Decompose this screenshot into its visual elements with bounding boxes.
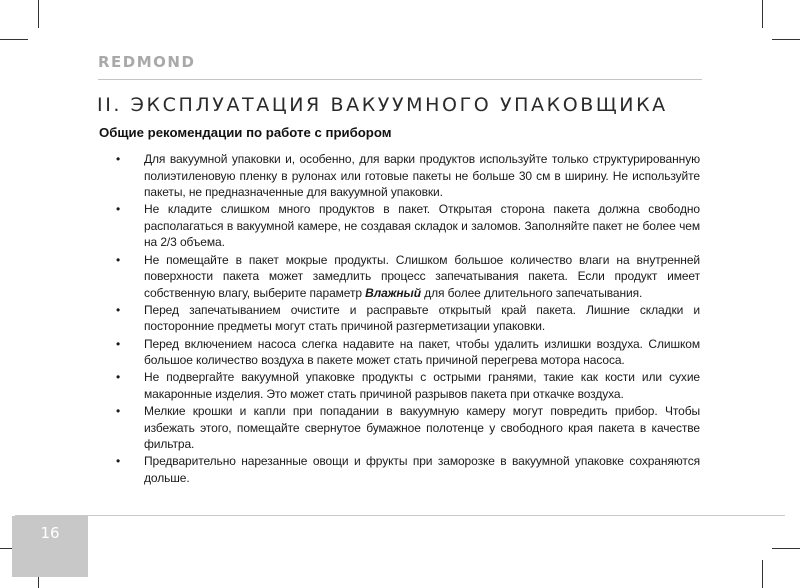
bullet-icon: • <box>116 252 121 267</box>
list-item <box>116 403 700 453</box>
page-number: 16 <box>40 524 60 542</box>
list-item-text: Мелкие крошки и капли при попадании в вакуумную камеру могут повредить прибор. Чтобы избежать этого, помещайте свернутое бумажное полотенце у свободного края пакета в качестве фильтра. <box>144 403 700 452</box>
list-item-text: Не подвергайте вакуумной упаковке продукты с острыми гранями, такие как кости или сухие макаронные изделия. Это может стать причиной разрывов пакета при откачке воздуха. <box>144 370 700 401</box>
list-item-text: Не кладите слишком много продуктов в пакет. Открытая сторона пакета должна свободно располагаться в вакуумной камере, не создавая складок и заломов. Заполняйте пакет не более чем на 2/3 объема. <box>144 202 700 250</box>
bullet-icon: • <box>116 370 121 385</box>
list-item <box>116 252 700 302</box>
footer-divider <box>15 515 785 516</box>
bullet-icon: • <box>116 403 121 418</box>
list-item-text-after: для более длительного запечатывания. <box>420 285 643 300</box>
brand-logo: REDMOND <box>98 53 196 71</box>
bullet-icon: • <box>116 336 121 351</box>
recommendations-list <box>116 151 700 487</box>
bullet-icon: • <box>116 302 121 317</box>
list-item-text: Перед включением насоса слегка надавите на пакет, чтобы удалить излишки воздуха. Слишком большое количество воздуха в пакете может стать причиной перегрева мотора насоса. <box>144 336 700 368</box>
list-item-text: Перед запечатыванием очистите и расправьте открытый край пакета. Лишние складки и посторонние предметы могут стать причиной разгерметизации упаковки. <box>144 302 700 334</box>
list-item <box>116 201 700 251</box>
list-item <box>116 453 700 486</box>
crop-mark-top-left <box>38 0 39 28</box>
list-item <box>116 302 700 335</box>
subheading: Общие рекомендации по работе с прибором <box>99 125 392 140</box>
list-item <box>116 151 700 201</box>
list-item-text: Предварительно нарезанные овощи и фрукты при заморозке в вакуумной упаковке сохраняются дольше. <box>144 454 700 485</box>
crop-mark-bottom-right-h <box>772 548 800 549</box>
section-title: II. ЭКСПЛУАТАЦИЯ ВАКУУМНОГО УПАКОВЩИКА <box>97 94 668 116</box>
list-item <box>116 336 700 369</box>
list-item <box>116 369 700 402</box>
bullet-icon: • <box>116 454 121 469</box>
list-item-text: Для вакуумной упаковки и, особенно, для варки продуктов используйте только структурированную полиэтиленовую пленку в рулонах или готовые пакеты не больше 30 см в ширину. Не используйте пакеты, не предназначенные для вакуумной упаковки. <box>144 152 700 200</box>
bullet-icon: • <box>116 152 121 166</box>
emphasized-parameter: Влажный <box>365 285 421 300</box>
list-item-text-before: Не помещайте в пакет мокрые продукты. Слишком большое количество влаги на внутренней поверхности пакета может замедлить процесс запечатывания пакета. Если продукт имеет собственную влагу, выберите параметр <box>144 252 700 300</box>
bullet-icon: • <box>116 202 121 217</box>
crop-mark-top-left-h <box>0 39 28 40</box>
header-divider <box>98 79 702 80</box>
crop-mark-bottom-right <box>762 560 763 588</box>
crop-mark-top-right-h <box>772 39 800 40</box>
crop-mark-top-right <box>762 0 763 28</box>
